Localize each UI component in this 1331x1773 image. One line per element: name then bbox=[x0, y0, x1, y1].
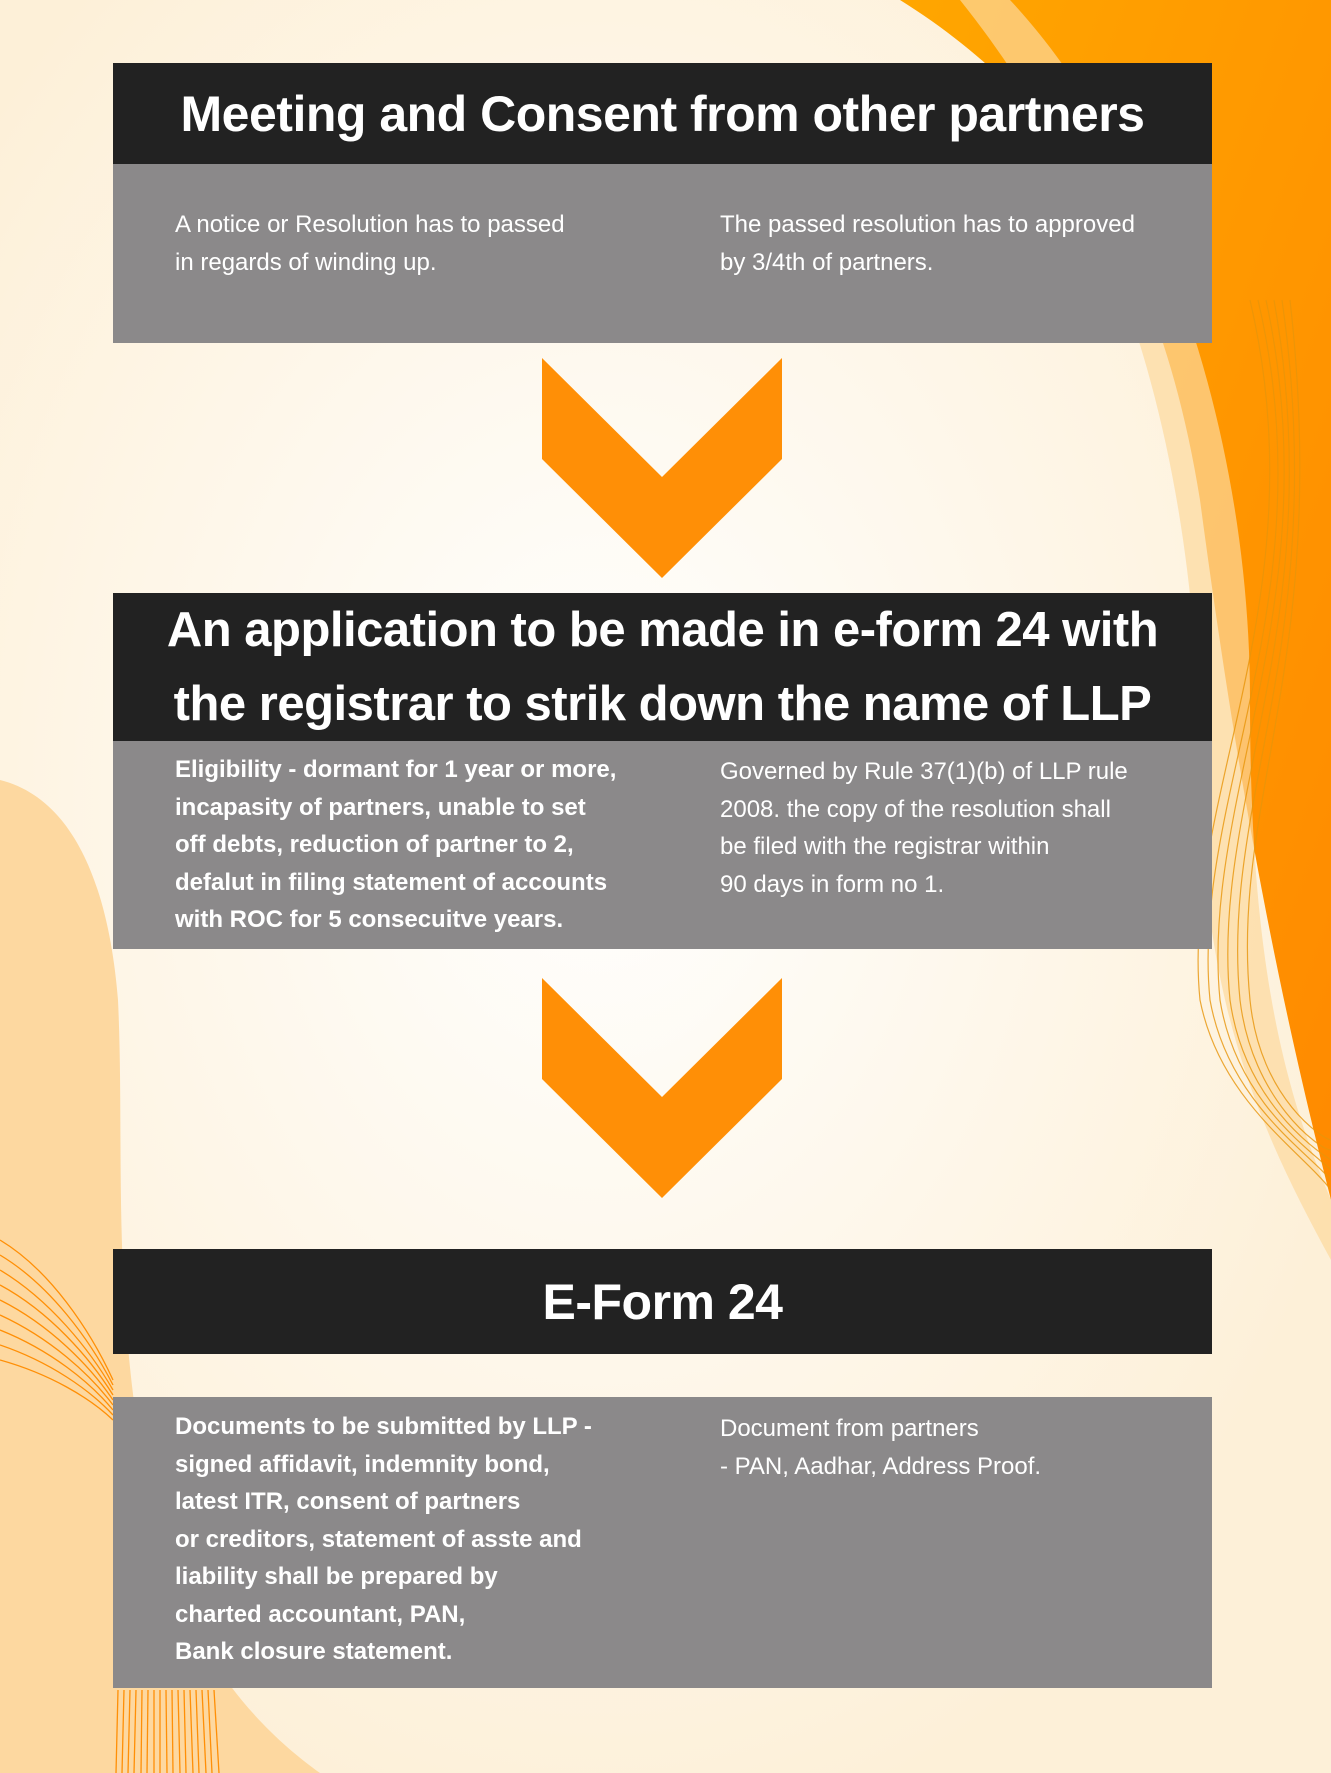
step-3-right-text: Document from partners - PAN, Aadhar, Address Proof. bbox=[720, 1415, 1042, 1480]
step-2-panel bbox=[113, 741, 1212, 949]
chevron-down-icon bbox=[542, 978, 782, 1199]
step-3-left-text: Documents to be submitted by LLP - signed affidavit, indemnity bond, latest ITR, consent of partners or creditors, statement of asste and liability shall be prepared by charted accountant, PAN, Bank closure statement. bbox=[175, 1413, 592, 1665]
step-1-panel bbox=[113, 164, 1212, 343]
step-1-right-text: The passed resolution has to approved by 3/4th of partners. bbox=[720, 211, 1135, 276]
step-1-left-text: A notice or Resolution has to passed in regards of winding up. bbox=[175, 211, 565, 276]
step-2-right-text: Governed by Rule 37(1)(b) of LLP rule 2008. the copy of the resolution shall be filed with the registrar within 90 days in form no 1. bbox=[720, 758, 1128, 898]
step-3-header bbox=[113, 1249, 1212, 1354]
step-2-header bbox=[113, 593, 1212, 741]
step-2-left-text: Eligibility - dormant for 1 year or more, incapasity of partners, unable to set off debts, reduction of partner to 2, defalut in filing statement of accounts with ROC for 5 consecuitve years. bbox=[175, 756, 617, 933]
chevron-down-icon bbox=[542, 358, 782, 579]
step-3-panel bbox=[113, 1397, 1212, 1688]
step-3-title: E-Form 24 bbox=[542, 1273, 783, 1330]
step-1-header bbox=[113, 63, 1212, 164]
step-2-title: An application to be made in e-form 24 with the registrar to strik down the name of LLP bbox=[166, 603, 1159, 731]
step-1-title: Meeting and Consent from other partners bbox=[180, 85, 1145, 142]
